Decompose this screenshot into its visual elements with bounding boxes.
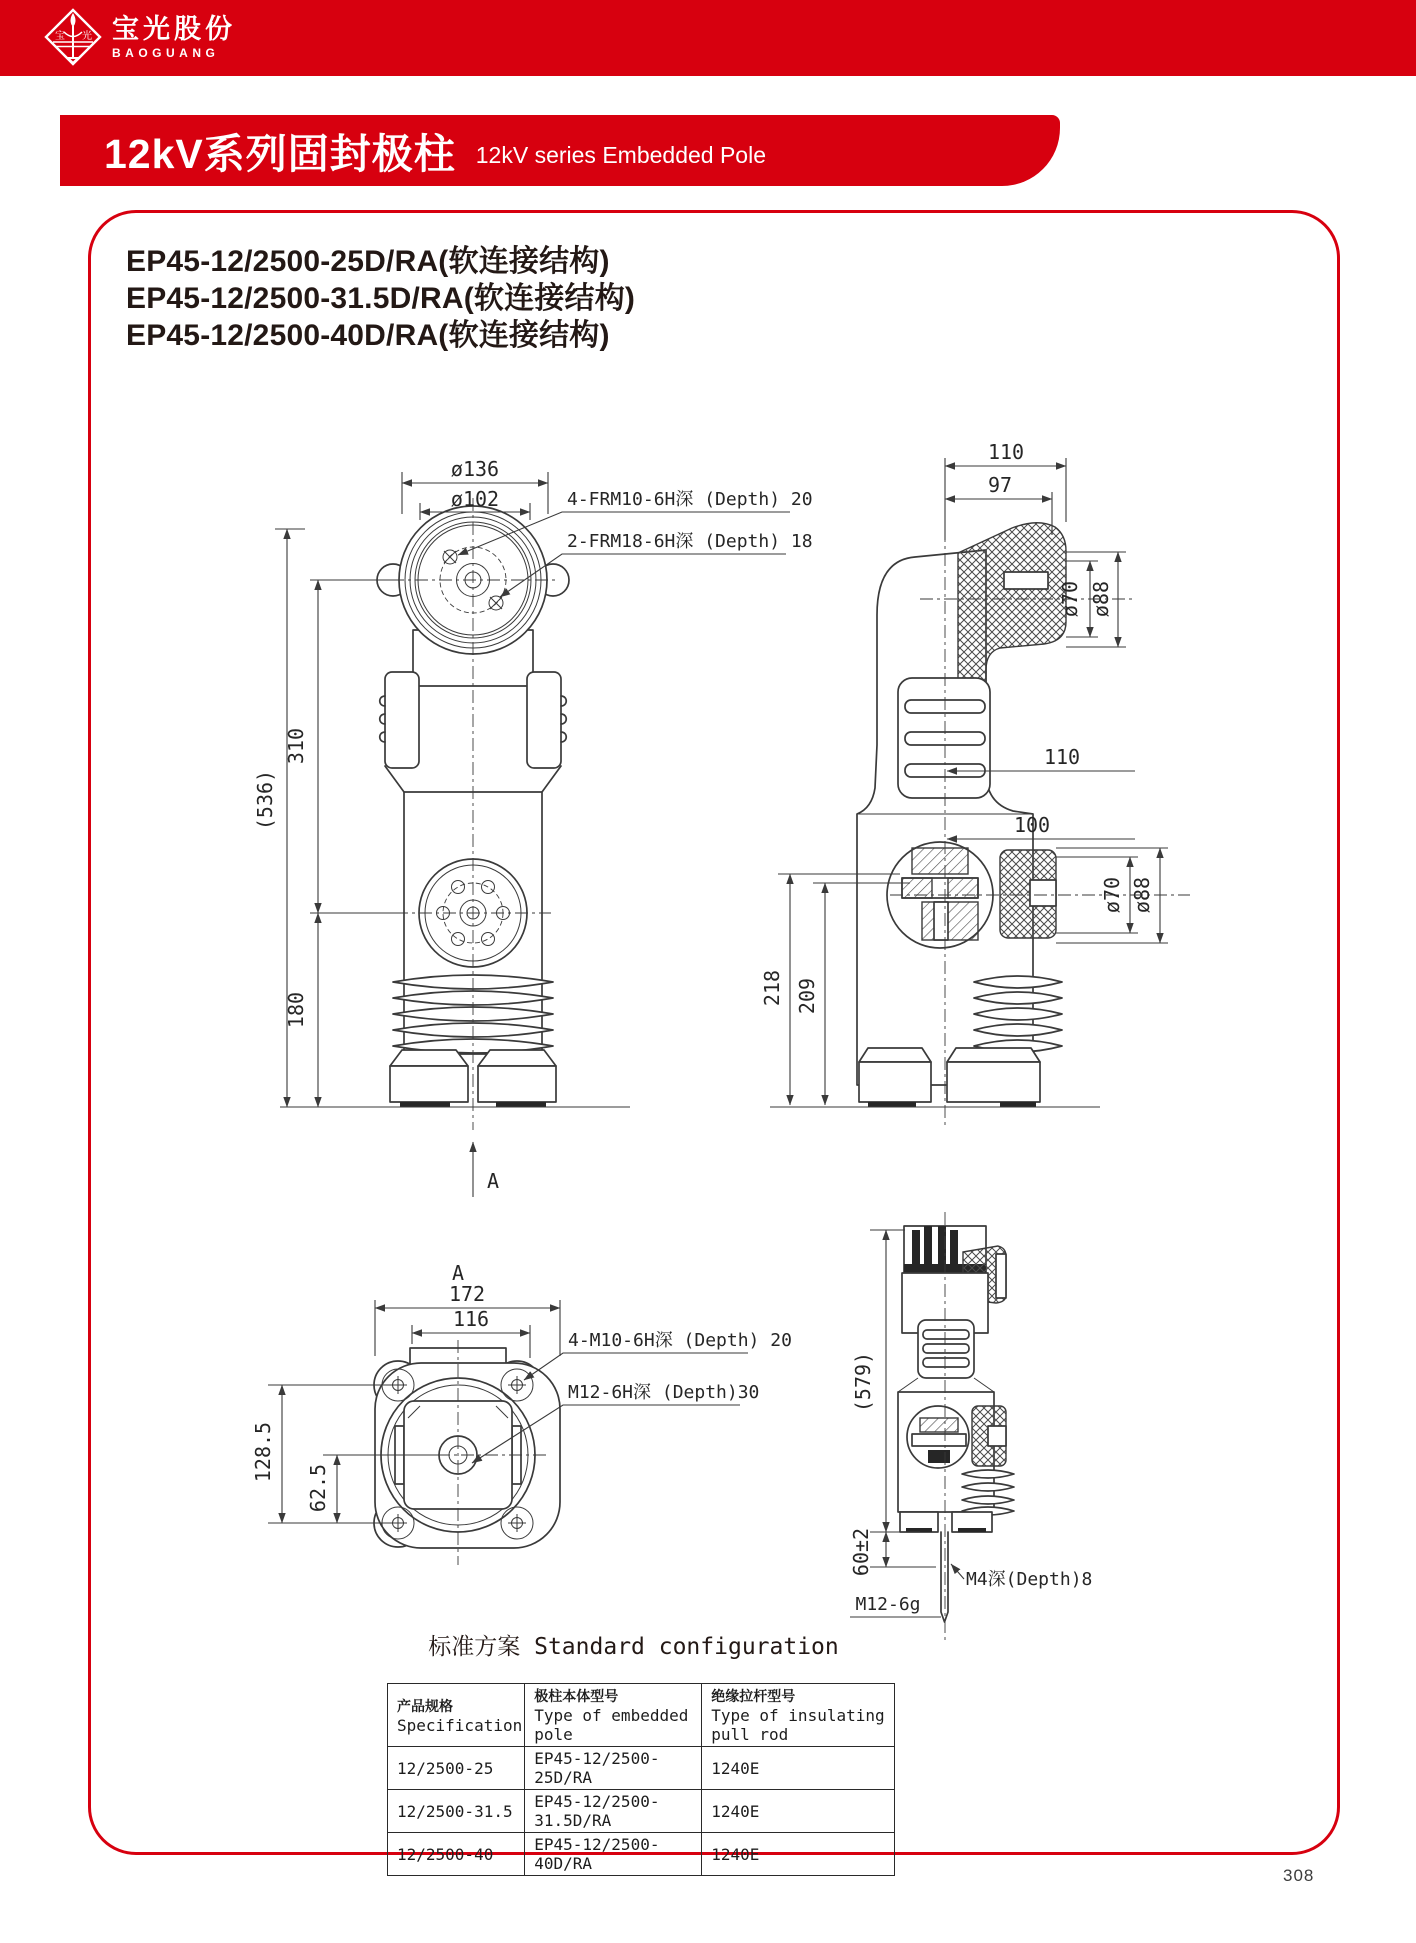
col-header-pole-en: Type of embedded pole	[534, 1706, 689, 1744]
table-row	[388, 1747, 895, 1790]
standard-config-title-en: Standard configuration	[534, 1634, 839, 1660]
dim-phi88-low: ø88	[1130, 876, 1154, 914]
dim-310: 310	[284, 727, 308, 765]
col-header-spec	[388, 1684, 525, 1747]
product-title: EP45-12/2500-25D/RA(软连接结构)	[126, 245, 610, 278]
dim-phi136: ø136	[450, 457, 500, 481]
callout-frm10: 4-FRM10-6H深 (Depth) 20	[567, 489, 813, 510]
col-header-rod-en: Type of insulating pull rod	[711, 1706, 885, 1744]
table-row	[388, 1790, 895, 1833]
callout-m4: M4深(Depth)8	[966, 1569, 1093, 1590]
cell-rod: 1240E	[702, 1790, 895, 1833]
col-header-rod-zh: 绝缘拉杆型号	[711, 1688, 796, 1704]
product-title: EP45-12/2500-31.5D/RA(软连接结构)	[126, 282, 636, 315]
dim-180: 180	[284, 991, 308, 1029]
dim-phi88-top: ø88	[1089, 580, 1113, 618]
label-m12-6g: M12-6g	[855, 1594, 921, 1615]
col-header-pole-zh: 极柱本体型号	[534, 1688, 619, 1704]
cell-pole: EP45-12/2500-31.5D/RA	[525, 1790, 702, 1833]
cell-rod: 1240E	[702, 1747, 895, 1790]
dim-97: 97	[987, 473, 1013, 497]
product-title: EP45-12/2500-40D/RA(软连接结构)	[126, 319, 610, 352]
dim-172: 172	[448, 1282, 486, 1306]
dim-60: 60±2	[849, 1527, 873, 1577]
cell-spec: 12/2500-40	[388, 1833, 525, 1876]
col-header-spec-zh: 产品规格	[397, 1697, 453, 1714]
callout-frm18: 2-FRM18-6H深 (Depth) 18	[567, 531, 813, 552]
col-header-rod	[702, 1684, 895, 1747]
cell-rod: 1240E	[702, 1833, 895, 1876]
callout-m10: 4-M10-6H深 (Depth) 20	[568, 1330, 792, 1351]
front-view	[253, 457, 813, 1197]
dim-phi102: ø102	[450, 487, 500, 511]
svg-text:光: 光	[82, 31, 92, 42]
col-header-pole	[525, 1684, 702, 1747]
dim-phi70-top: ø70	[1058, 580, 1082, 618]
company-name-zh: 宝光股份	[112, 13, 236, 44]
dim-536: (536)	[253, 769, 277, 831]
col-header-spec-en: Specification	[397, 1715, 523, 1735]
dim-110-top: 110	[987, 440, 1025, 464]
cell-spec: 12/2500-25	[388, 1747, 525, 1790]
cell-spec: 12/2500-31.5	[388, 1790, 525, 1833]
dim-128-5: 128.5	[251, 1421, 275, 1483]
section-arrow-label: A	[487, 1169, 500, 1193]
table-header-row	[388, 1684, 895, 1747]
bottom-view	[251, 1261, 792, 1565]
company-name-en: BAOGUANG	[112, 45, 220, 60]
dim-62-5: 62.5	[306, 1463, 330, 1513]
section-title-zh: 12kV系列固封极柱	[104, 131, 456, 177]
dim-116: 116	[452, 1307, 490, 1331]
overall-view	[849, 1212, 1092, 1640]
dim-110-mid: 110	[1043, 745, 1081, 769]
cell-pole: EP45-12/2500-40D/RA	[525, 1833, 702, 1876]
page-number: 308	[1283, 1866, 1315, 1885]
callout-m12: M12-6H深 (Depth)30	[568, 1382, 760, 1403]
dim-218: 218	[760, 969, 784, 1007]
svg-text:宝: 宝	[55, 31, 65, 42]
table-row	[388, 1833, 895, 1876]
standard-config-table	[387, 1683, 895, 1876]
cell-pole: EP45-12/2500-25D/RA	[525, 1747, 702, 1790]
standard-config-title-zh: 标准方案	[428, 1634, 521, 1660]
view-a-label: A	[451, 1261, 465, 1285]
dim-209: 209	[795, 977, 819, 1015]
dim-579: (579)	[851, 1351, 875, 1413]
side-view	[760, 440, 1190, 1125]
standard-config-title	[387, 1628, 880, 1661]
dim-phi70-low: ø70	[1100, 876, 1124, 914]
dim-100: 100	[1013, 813, 1051, 837]
section-title-en: 12kV series Embedded Pole	[475, 142, 766, 168]
